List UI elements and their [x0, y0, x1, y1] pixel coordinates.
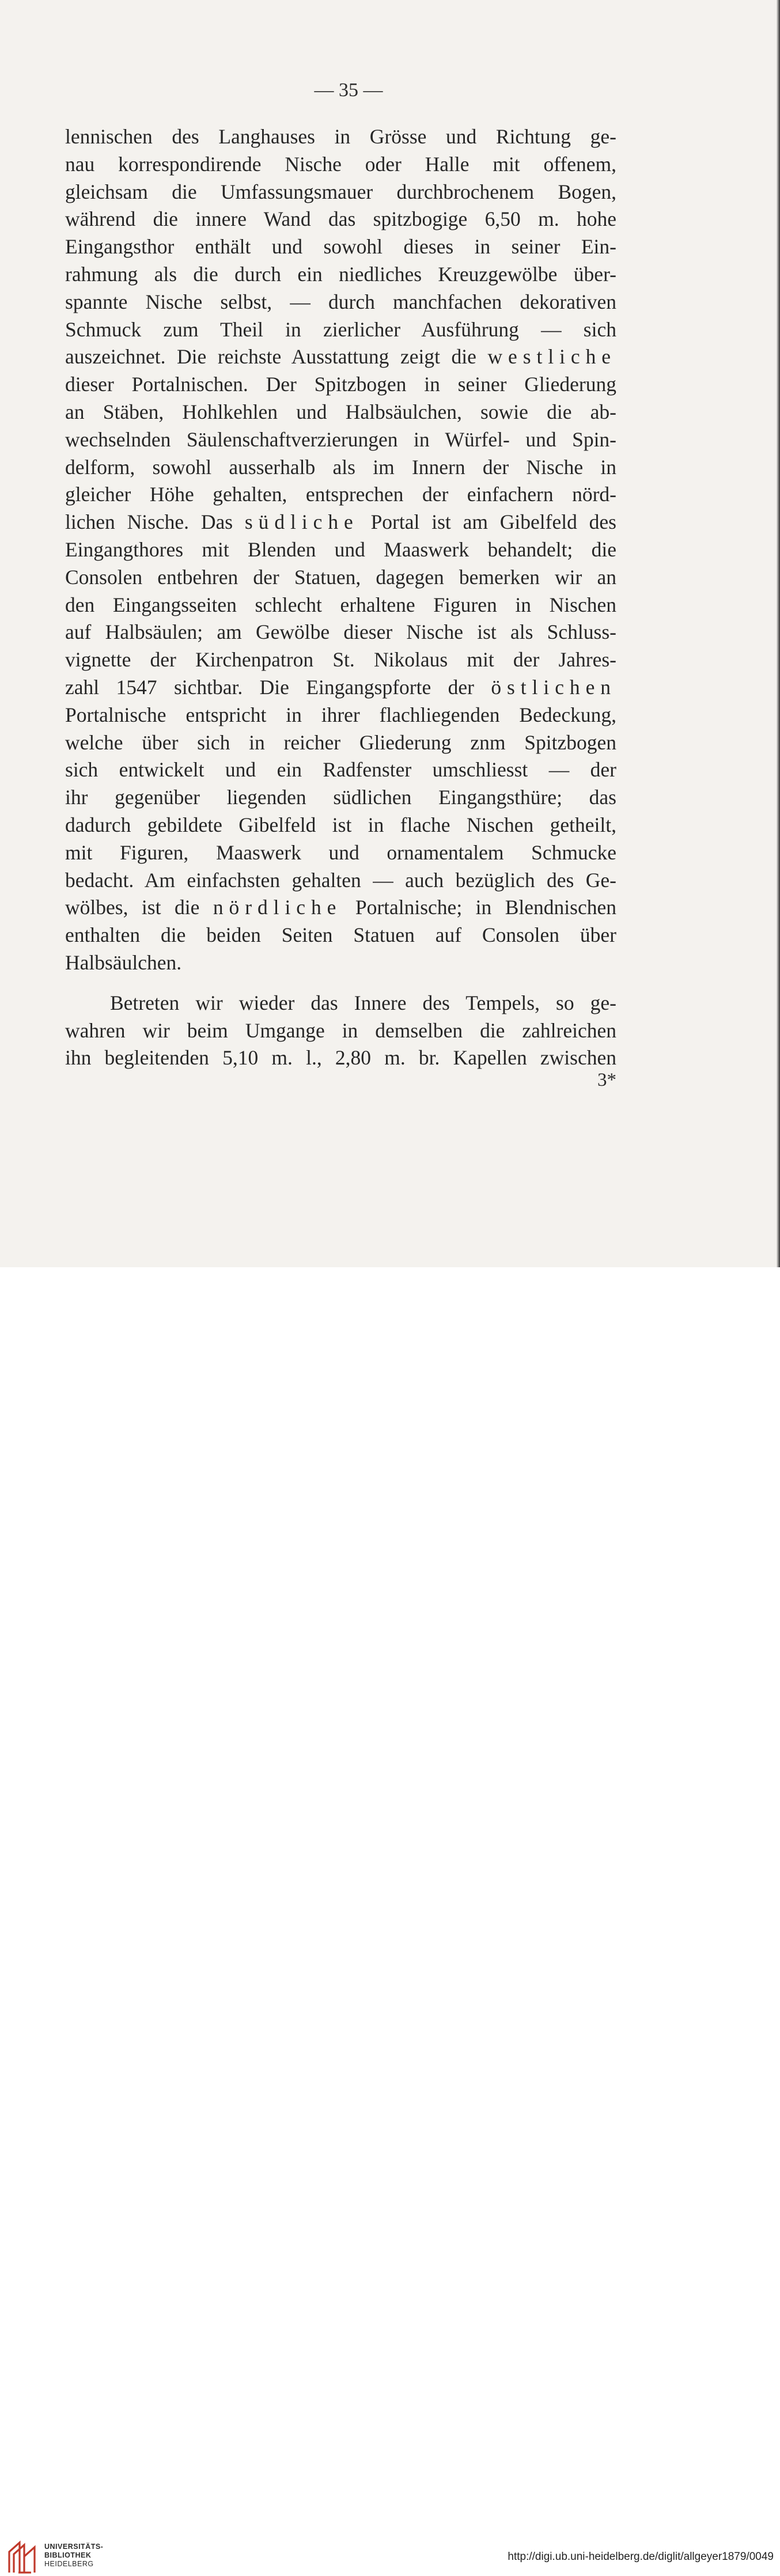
text-line: Betreten wir wieder das Innere des Tempels, so ge-: [110, 991, 616, 1014]
text-line: gleichsam die Umfassungsmauer durchbrochenem Bogen,: [65, 180, 616, 203]
text-line: auf Halbsäulen; am Gewölbe dieser Nische ist als Schluss-: [65, 620, 616, 644]
text-line: rahmung als die durch ein niedliches Kreuzgewölbe über-: [65, 262, 616, 286]
permalink-url[interactable]: http://digi.ub.uni-heidelberg.de/diglit/allgeyer1879/0049: [508, 2551, 774, 2563]
page-edge: [777, 0, 780, 1267]
library-line: HEIDELBERG: [44, 2560, 94, 2568]
text-line: spannte Nische selbst, — durch manchfachen dekorativen: [65, 290, 616, 313]
text-line: Schmuck zum Theil in zierlicher Ausführung — sich: [65, 317, 616, 341]
text-line: welche über sich in reicher Gliederung znm Spitzbogen: [65, 730, 616, 754]
text-line: gleicher Höhe gehalten, entsprechen der einfachern nörd-: [65, 483, 616, 506]
signature-mark: 3*: [597, 1070, 616, 1090]
text-line: wechselnden Säulenschaftverzierungen in Würfel- und Spin-: [65, 427, 616, 451]
text-line: bedacht. Am einfachsten gehalten — auch bezüglich des Ge-: [65, 868, 616, 892]
paragraph-1: [65, 123, 616, 977]
text-line: an Stäben, Hohlkehlen und Halbsäulchen, sowie die ab-: [65, 400, 616, 423]
text-line: auszeichnet. Die reichste Ausstattung zeigt die westliche: [65, 345, 616, 369]
text-line: dadurch gebildete Gibelfeld ist in flache Nischen getheilt,: [65, 813, 616, 836]
text-line: Portalnische entspricht in ihrer flachliegenden Bedeckung,: [65, 703, 616, 726]
library-line: BIBLIOTHEK: [44, 2551, 92, 2559]
text-line: Halbsäulchen.: [65, 950, 182, 974]
text-line: nau korrespondirende Nische oder Halle mit offenem,: [65, 152, 616, 176]
scanned-page: [0, 0, 780, 1267]
library-line: UNIVERSITÄTS-: [44, 2543, 104, 2551]
text-line: während die innere Wand das spitzbogige 6,50 m. hohe: [65, 207, 616, 231]
text-line: ihr gegenüber liegenden südlichen Eingangsthüre; das: [65, 786, 616, 809]
text-line: den Eingangsseiten schlecht erhaltene Figuren in Nischen: [65, 593, 616, 616]
text-line: wahren wir beim Umgange in demselben die zahlreichen: [65, 1018, 616, 1042]
ub-heidelberg-logo-icon[interactable]: [6, 2539, 40, 2576]
text-line: Consolen entbehren der Statuen, dagegen bemerken wir an: [65, 565, 616, 589]
text-line: delform, sowohl ausserhalb als im Innern der Nische in: [65, 455, 616, 479]
text-line: Eingangthores mit Blenden und Maaswerk behandelt; die: [65, 537, 616, 561]
text-line: vignette der Kirchenpatron St. Nikolaus mit der Jahres-: [65, 648, 616, 672]
footer-bar: [0, 1267, 780, 2568]
paragraph-gap: [65, 977, 616, 990]
text-line: wölbes, ist die nördliche Portalnische; in Blendnischen: [65, 896, 616, 919]
text-line: lennischen des Langhauses in Grösse und Richtung ge-: [65, 125, 616, 148]
text-line: zahl 1547 sichtbar. Die Eingangspforte der östlichen: [65, 675, 616, 699]
text-line: mit Figuren, Maaswerk und ornamentalem Schmucke: [65, 840, 616, 864]
paragraph-2: [65, 990, 616, 1072]
text-line: Eingangsthor enthält und sowohl dieses in seiner Ein-: [65, 235, 616, 259]
text-line: enthalten die beiden Seiten Statuen auf Consolen über: [65, 923, 616, 947]
text-line: sich entwickelt und ein Radfenster umschliesst — der: [65, 758, 616, 782]
body-text: [65, 123, 616, 1072]
library-name: [44, 2543, 103, 2569]
page-number: — 35 —: [314, 79, 383, 101]
text-line: dieser Portalnischen. Der Spitzbogen in seiner Gliederung: [65, 373, 616, 396]
text-line: lichen Nische. Das südliche Portal ist am Gibelfeld des: [65, 510, 616, 534]
text-line: ihn begleitenden 5,10 m. l., 2,80 m. br. Kapellen zwischen: [65, 1046, 616, 1070]
